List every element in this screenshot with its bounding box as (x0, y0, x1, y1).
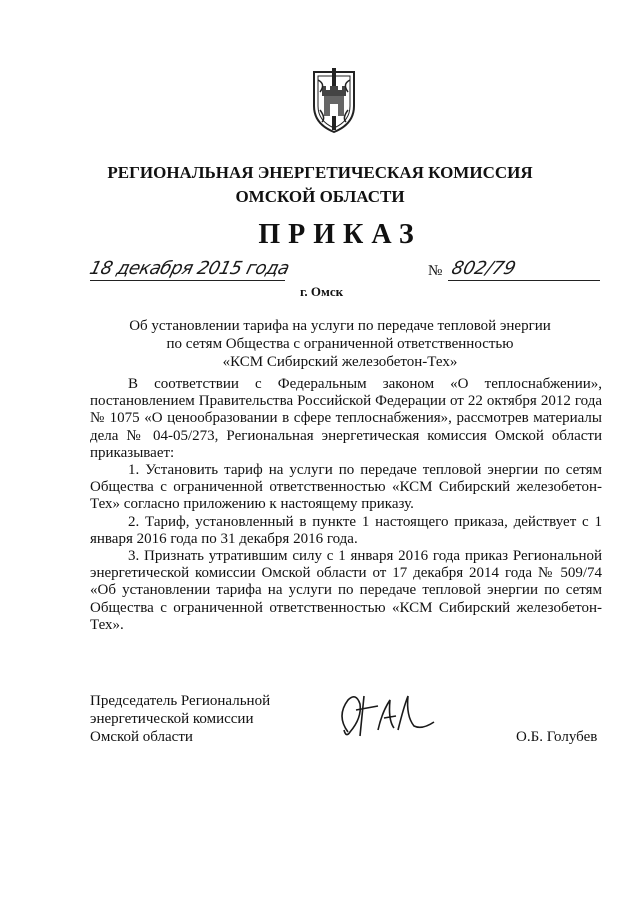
subject-line: Об установлении тарифа на услуги по передаче тепловой энергии (129, 318, 551, 334)
item-2-paragraph: 2. Тариф, установленный в пункте 1 настоящего приказа, действует с 1 января 2016 года по 31 декабря 2016 года. (90, 513, 602, 547)
document-body (90, 376, 602, 634)
handwritten-number: 802/79 (449, 258, 518, 279)
position-line: Омской области (90, 729, 193, 745)
preamble-paragraph: В соответствии с Федеральным законом «О теплоснабжении», постановлением Правительства Российской Федерации от 22 октября 2012 года № 1075 «О ценообразовании в сфере теплоснабжения», рассмотрев материалы дела № 04-05/273, Региональная энергетическая комиссия Омской области приказывает: (90, 376, 602, 461)
date-underline (90, 280, 285, 281)
org-name-line1: РЕГИОНАЛЬНАЯ ЭНЕРГЕТИЧЕСКАЯ КОМИССИЯ (107, 163, 533, 182)
coat-of-arms-emblem (306, 66, 362, 136)
handwritten-signature (334, 686, 440, 746)
position-line: энергетической комиссии (90, 711, 254, 727)
document-subject (0, 317, 640, 371)
number-underline (448, 280, 600, 281)
number-sign: № (428, 263, 443, 279)
org-name-line2: ОМСКОЙ ОБЛАСТИ (235, 187, 405, 206)
document-title: ПРИКАЗ (258, 219, 422, 250)
item-3-paragraph: 3. Признать утратившим силу с 1 января 2016 года приказ Региональной энергетической комиссии Омской области от 17 декабря 2014 года № 509/74 «Об установлении тарифа на услуги по передаче тепловой энергии по сетям Общества с ограниченной ответственностью «КСМ Сибирский железобетон-Тех». (90, 548, 602, 633)
subject-line: по сетям Общества с ограниченной ответственностью (166, 336, 514, 352)
signatory-name: О.Б. Голубев (516, 729, 598, 745)
position-line: Председатель Региональной (90, 693, 271, 709)
signatory-position (90, 692, 270, 746)
item-1-paragraph: 1. Установить тариф на услуги по передаче тепловой энергии по сетям Общества с ограниченной ответственностью «КСМ Сибирский железобетон-Тех» согласно приложению к настоящему приказу. (90, 462, 602, 513)
subject-line: «КСМ Сибирский железобетон-Тех» (222, 354, 458, 370)
handwritten-date: 18 декабря 2015 года (87, 258, 292, 279)
city: г. Омск (300, 284, 344, 299)
